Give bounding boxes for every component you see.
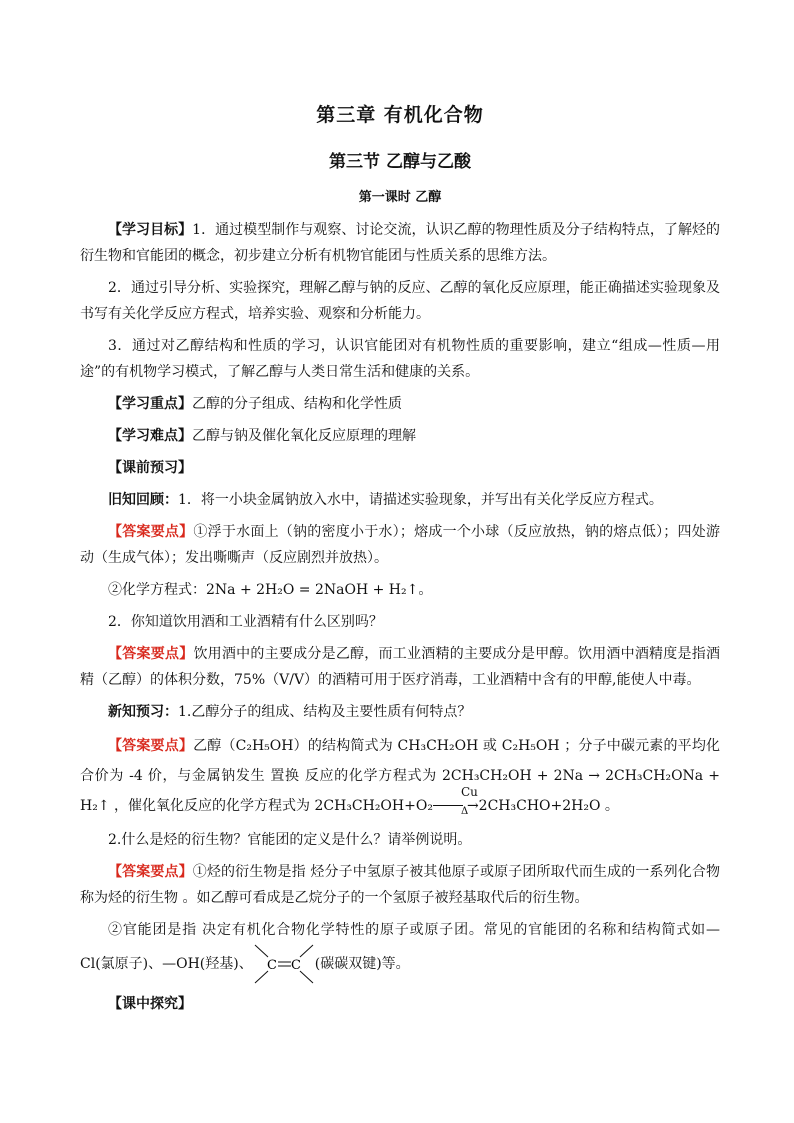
carbon-left: C <box>266 958 277 973</box>
carbon-carbon-double-bond-structure <box>253 943 315 985</box>
key-point-text: 乙醇的分子组成、结构和化学性质 <box>192 396 402 412</box>
learning-goal-3: 3．通过对乙醇结构和性质的学习，认识官能团对有机物性质的重要影响，建立“组成—性质—用途”的有机物学习模式，了解乙醇与人类日常生活和健康的关系。 <box>80 338 720 380</box>
reaction-arrow-line <box>433 805 463 806</box>
in-class-label: 【课中探究】 <box>108 996 192 1012</box>
reaction-condition <box>433 785 478 819</box>
difficulty-text: 乙醇与钠及催化氧化反应原理的理解 <box>192 428 416 444</box>
new-preview-answer-1 <box>80 731 720 821</box>
answer-label: 【答案要点】 <box>108 738 194 754</box>
new-preview-answer-1-end: →2CH₃CHO+2H₂O 。 <box>466 798 619 814</box>
preview-label: 【课前预习】 <box>108 460 192 476</box>
heat-label: Δ <box>460 806 469 817</box>
new-preview-answer-3-text: ②官能团是指 决定有机化合物化学特性的原子或原子团。常见的官能团的名称和结构简式如—Cl(氯原子)、—OH(羟基)、 <box>80 922 720 972</box>
new-preview-label: 新知预习： <box>108 704 178 720</box>
carbon-right: C <box>290 958 301 973</box>
difficulty-label: 【学习难点】 <box>108 428 192 444</box>
review-answer-2 <box>80 641 720 693</box>
learning-goals-label: 【学习目标】 <box>108 222 193 238</box>
new-preview-question-1 <box>80 699 720 725</box>
new-preview-answer-3-end: (碳碳双键)等。 <box>314 956 410 972</box>
catalyst-label: Cu <box>460 785 478 799</box>
review-question-1-text: 1．将一小块金属钠放入水中，请描述实验现象，并写出有关化学反应方程式。 <box>178 492 663 508</box>
difficulty-point <box>80 423 720 449</box>
key-point <box>80 391 720 417</box>
new-preview-answer-3 <box>80 917 720 985</box>
preview-heading <box>80 455 720 481</box>
review-answer-1 <box>80 519 720 571</box>
new-preview-answer-2-text: ①烃的衍生物是指 烃分子中氢原子被其他原子或原子团所取代而生成的一系列化合物称为烃的衍生物 。如乙醇可看成是乙烷分子的一个氢原子被羟基取代后的衍生物。 <box>80 864 721 906</box>
review-question-2: 2．你知道饮用酒和工业酒精有什么区别吗？ <box>108 614 383 630</box>
review-answer-1-equation: ②化学方程式：2Na + 2H₂O = 2NaOH + H₂↑。 <box>108 582 433 598</box>
answer-label: 【答案要点】 <box>108 524 194 540</box>
new-preview-answer-2 <box>80 859 720 911</box>
chapter-title: 第三章 有机化合物 <box>316 104 484 126</box>
review-question-1 <box>80 487 720 513</box>
document-page <box>80 100 720 1023</box>
new-preview-answer-1-text: 乙醇（C₂H₅OH）的结构简式为 CH₃CH₂OH 或 C₂H₅OH ；分子中碳元素的平均化合价为 -4 价，与金属钠发生 置换 反应的化学方程式为 2CH₃CH₂OH + 2Na → 2CH₃CH₂ONa + H₂↑ ，催化氧化反应的化学方程式为 2CH₃CH₂OH+O₂ <box>80 738 721 814</box>
section-title: 第三节 乙醇与乙酸 <box>329 152 471 172</box>
in-class-heading <box>80 991 720 1017</box>
answer-label: 【答案要点】 <box>108 864 193 880</box>
review-answer-1-text: ①浮于水面上（钠的密度小于水）；熔成一个小球（反应放热，钠的熔点低）；四处游动（生成气体）；发出嘶嘶声（反应剧烈并放热）。 <box>80 524 721 566</box>
new-preview-question-2: 2.什么是烃的衍生物？官能团的定义是什么？请举例说明。 <box>108 832 472 848</box>
key-point-label: 【学习重点】 <box>108 396 192 412</box>
new-preview-question-1-text: 1.乙醇分子的组成、结构及主要性质有何特点？ <box>178 704 472 720</box>
answer-label: 【答案要点】 <box>108 646 194 662</box>
learning-goal-2: 2．通过引导分析、实验探究，理解乙醇与钠的反应、乙醇的氧化反应原理，能正确描述实验现象及书写有关化学反应方程式，培养实验、观察和分析能力。 <box>80 280 720 322</box>
review-label: 旧知回顾： <box>108 492 178 508</box>
review-answer-2-text: 饮用酒中的主要成分是乙醇，而工业酒精的主要成分是甲醇。饮用酒中酒精度是指酒精（乙醇）的体积分数，75%（V/V）的酒精可用于医疗消毒，工业酒精中含有的甲醇,能使人中毒。 <box>80 646 721 688</box>
learning-goal-1-text: 1．通过模型制作与观察、讨论交流，认识乙醇的物理性质及分子结构特点，了解烃的衍生物和官能团的概念，初步建立分析有机物官能团与性质关系的思维方法。 <box>80 222 721 264</box>
learning-goal-1 <box>80 217 720 269</box>
lesson-title: 第一课时 乙醇 <box>358 190 442 205</box>
